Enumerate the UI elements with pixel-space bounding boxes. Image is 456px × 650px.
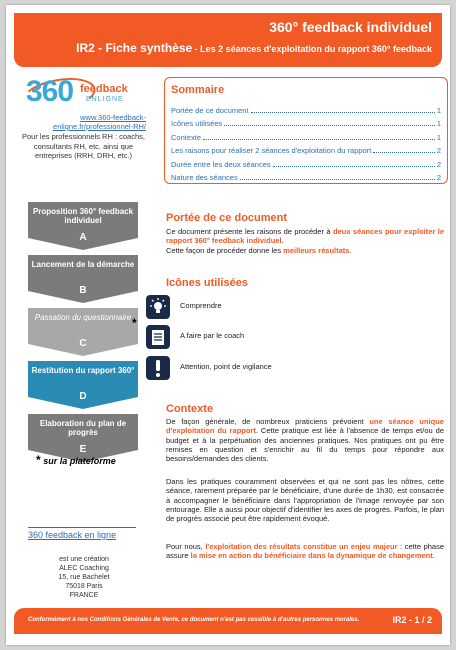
toc-item[interactable]: Nature des séances 2 [171, 173, 441, 182]
contexte-p3: Pour nous, l'exploitation des résultats constitue un enjeu majeur : cette phase assure la mise en action du bénéficiaire dans la dynamique de changement. [166, 542, 445, 561]
audience-text: Pour les professionnels RH : coachs, consultants RH, etc. ainsi que entreprises (RRH, DRH, etc.) [22, 132, 145, 160]
icon-row-todo: A faire par le coach [146, 325, 446, 351]
portee-text: Ce document présente les raisons de procéder à deux séances pour exploiter le rapport 360° feedback individuel. Cette façon de procéder donne les meilleurs résultats. [166, 227, 444, 255]
document-page [6, 5, 450, 645]
brand-logo: 360 feedback ENLIGNE [26, 75, 146, 117]
company-address: est une création ALEC Coaching 15, rue Bachelet 75018 Paris FRANCE [58, 556, 110, 599]
process-step-d: Restitution du rapport 360° D [28, 361, 138, 409]
process-step-a: Proposition 360° feedback individuel A [28, 202, 138, 250]
toc-item[interactable]: Portée de ce document 1 [171, 105, 441, 115]
process-step-c: Passation du questionnaire C * [28, 308, 138, 356]
lightbulb-icon [146, 295, 170, 319]
legal-notice: Conformément à nos Conditions Générales de Vente, ce document n'est pas cessible à d'autres personnes morales. [28, 617, 360, 623]
toc-item[interactable]: Durée entre les deux séances 2 [171, 159, 441, 169]
icon-row-attention: Attention, point de vigilance [146, 356, 446, 382]
process-step-b: Lancement de la démarche B [28, 255, 138, 303]
section-title-icones: Icônes utilisées [166, 277, 248, 289]
section-title-contexte: Contexte [166, 403, 214, 415]
page-number: IR2 - 1 / 2 [392, 615, 432, 625]
sommaire-title: Sommaire [171, 84, 225, 96]
checklist-icon [146, 325, 170, 349]
table-of-contents [164, 77, 448, 184]
platform-note: * sur la plateforme [36, 453, 116, 467]
document-title: 360° feedback individuel [269, 19, 432, 35]
contexte-p1: De façon générale, de nombreux praticiens prévoient une séance unique d'exploitation du rapport. Cette pratique est liée à l'absence de temps et/ou de budget et à la perpétuation des anciennes pratiques. Nos pratiques ont pu être remises en question et s'enrichir au fil du temps pour répondre aux besoins/demandes des clients. [166, 417, 445, 464]
icon-row-understand: Comprendre [146, 295, 446, 321]
website-link[interactable]: www.360-feedback-enligne.fr/professionnel-RH/ [53, 113, 146, 131]
document-subtitle: IR2 - Fiche synthèse - Les 2 séances d'exploitation du rapport 360° feedback [76, 41, 432, 55]
contexte-p2: Dans les pratiques couramment observées et qui ne sont pas les nôtres, cette séance, rarement préparée par le bénéficiaire, d'une durée de 1h30, est consacrée à accompagner le bénéficiaire dans l'appropriation de l'image renvoyée par son entourage. Elle a aussi pour objectif d'identifier les axes de progrès. Parfois, le plan de progrès associé peut être rapidement évoqué. [166, 477, 444, 524]
exclamation-icon [146, 356, 170, 380]
process-steps [28, 202, 138, 467]
toc-item[interactable]: Les raisons pour réaliser 2 séances d'exploitation du rapport 2 [171, 146, 441, 155]
brand-link[interactable]: 360 feedback en ligne [28, 527, 136, 540]
footer-banner [14, 608, 442, 634]
process-step-e: Elaboration du plan de progrès E [28, 414, 138, 462]
toc-item[interactable]: Contexte 1 [171, 132, 441, 142]
section-title-portee: Portée de ce document [166, 212, 288, 224]
toc-item[interactable]: Icônes utilisées 1 [171, 119, 441, 128]
header-banner [14, 13, 442, 67]
